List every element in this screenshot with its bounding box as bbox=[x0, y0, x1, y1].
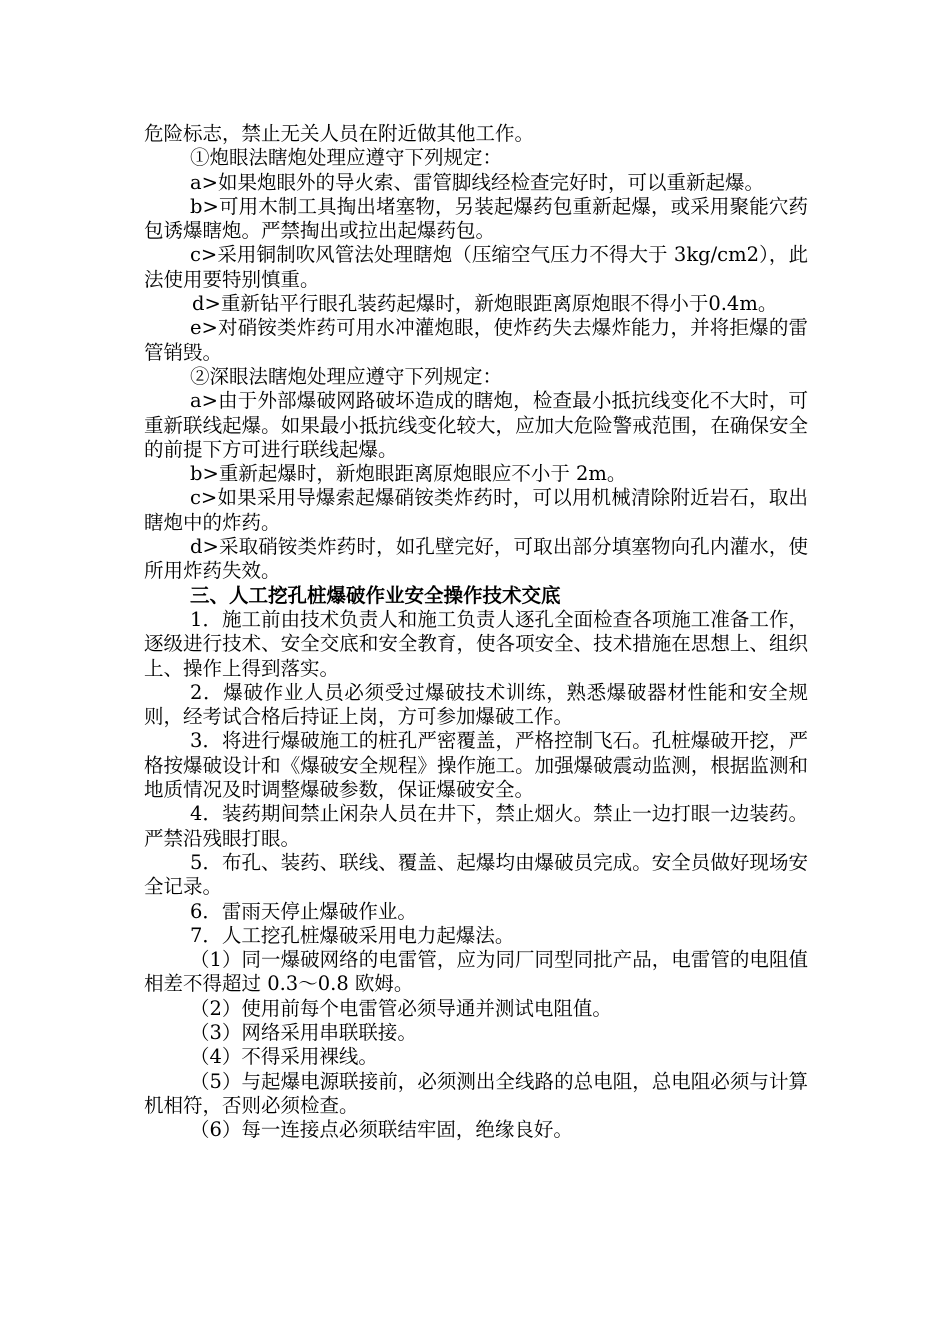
paragraph: （3）网络采用串联联接。 bbox=[190, 1020, 417, 1044]
paragraph: ①炮眼法瞎炮处理应遵守下列规定： bbox=[190, 146, 503, 170]
paragraph: d>采取硝铵类炸药时，如孔壁完好，可取出部分填塞物向孔内灌水，使所用炸药失效。 bbox=[144, 535, 808, 583]
paragraph: （2）使用前每个电雷管必须导通并测试电阻值。 bbox=[190, 996, 612, 1020]
paragraph: d>重新钻平行眼孔装药起爆时，新炮眼距离原炮眼不得小于0.4m。 bbox=[192, 292, 778, 316]
paragraph: 6．雷雨天停止爆破作业。 bbox=[190, 899, 417, 923]
paragraph: 危险标志，禁止无关人员在附近做其他工作。 bbox=[144, 122, 535, 145]
paragraph: b>重新起爆时，新炮眼距离原炮眼应不小于 2m。 bbox=[190, 462, 627, 486]
paragraph: 4．装药期间禁止闲杂人员在井下，禁止烟火。禁止一边打眼一边装药。严禁沿残眼打眼。 bbox=[144, 802, 808, 850]
paragraph: （5）与起爆电源联接前，必须测出全线路的总电阻，总电阻必须与计算机相符，否则必须检查。 bbox=[144, 1069, 808, 1117]
paragraph: 3．将进行爆破施工的桩孔严密覆盖，严格控制飞石。孔桩爆破开挖，严格按爆破设计和《爆破安全规程》操作施工。加强爆破震动监测，根据监测和地质情况及时调整爆破参数，保证爆破安全。 bbox=[144, 729, 808, 802]
paragraph: a>由于外部爆破网路破坏造成的瞎炮，检查最小抵抗线变化不大时，可重新联线起爆。如果最小抵抗线变化较大，应加大危险警戒范围，在确保安全的前提下方可进行联线起爆。 bbox=[144, 389, 808, 461]
paragraph: 7．人工挖孔桩爆破采用电力起爆法。 bbox=[190, 923, 515, 947]
paragraph: 1．施工前由技术负责人和施工负责人逐孔全面检查各项施工准备工作，逐级进行技术、安全交底和安全教育，使各项安全、技术措施在思想上、组织上、操作上得到落实。 bbox=[144, 607, 808, 680]
paragraph: 2．爆破作业人员必须受过爆破技术训练，熟悉爆破器材性能和安全规则，经考试合格后持证上岗，方可参加爆破工作。 bbox=[144, 680, 808, 729]
paragraph: （4）不得采用裸线。 bbox=[190, 1045, 378, 1069]
paragraph: ②深眼法瞎炮处理应遵守下列规定： bbox=[190, 364, 503, 388]
paragraph: a>如果炮眼外的导火索、雷管脚线经检查完好时，可以重新起爆。 bbox=[190, 170, 764, 194]
paragraph: e>对硝铵类炸药可用水冲灌炮眼，使炸药失去爆炸能力，并将拒爆的雷管销毁。 bbox=[144, 316, 808, 364]
section-heading: 三、人工挖孔桩爆破作业安全操作技术交底 bbox=[190, 583, 561, 607]
paragraph: c>如果采用导爆索起爆硝铵类炸药时，可以用机械清除附近岩石，取出瞎炮中的炸药。 bbox=[144, 486, 808, 534]
document-body bbox=[144, 122, 808, 1142]
paragraph: （6）每一连接点必须联结牢固，绝缘良好。 bbox=[190, 1118, 573, 1142]
paragraph: b>可用木制工具掏出堵塞物，另装起爆药包重新起爆，或采用聚能穴药包诱爆瞎炮。严禁掏出或拉出起爆药包。 bbox=[144, 194, 808, 243]
paragraph: c>采用铜制吹风管法处理瞎炮（压缩空气压力不得大于 3kg/cm2），此法使用要特别慎重。 bbox=[144, 243, 808, 291]
paragraph: （1）同一爆破网络的电雷管，应为同厂同型同批产品，电雷管的电阻值相差不得超过 0.3～0.8 欧姆。 bbox=[144, 948, 808, 996]
paragraph: 5．布孔、装药、联线、覆盖、起爆均由爆破员完成。安全员做好现场安全记录。 bbox=[144, 850, 808, 899]
